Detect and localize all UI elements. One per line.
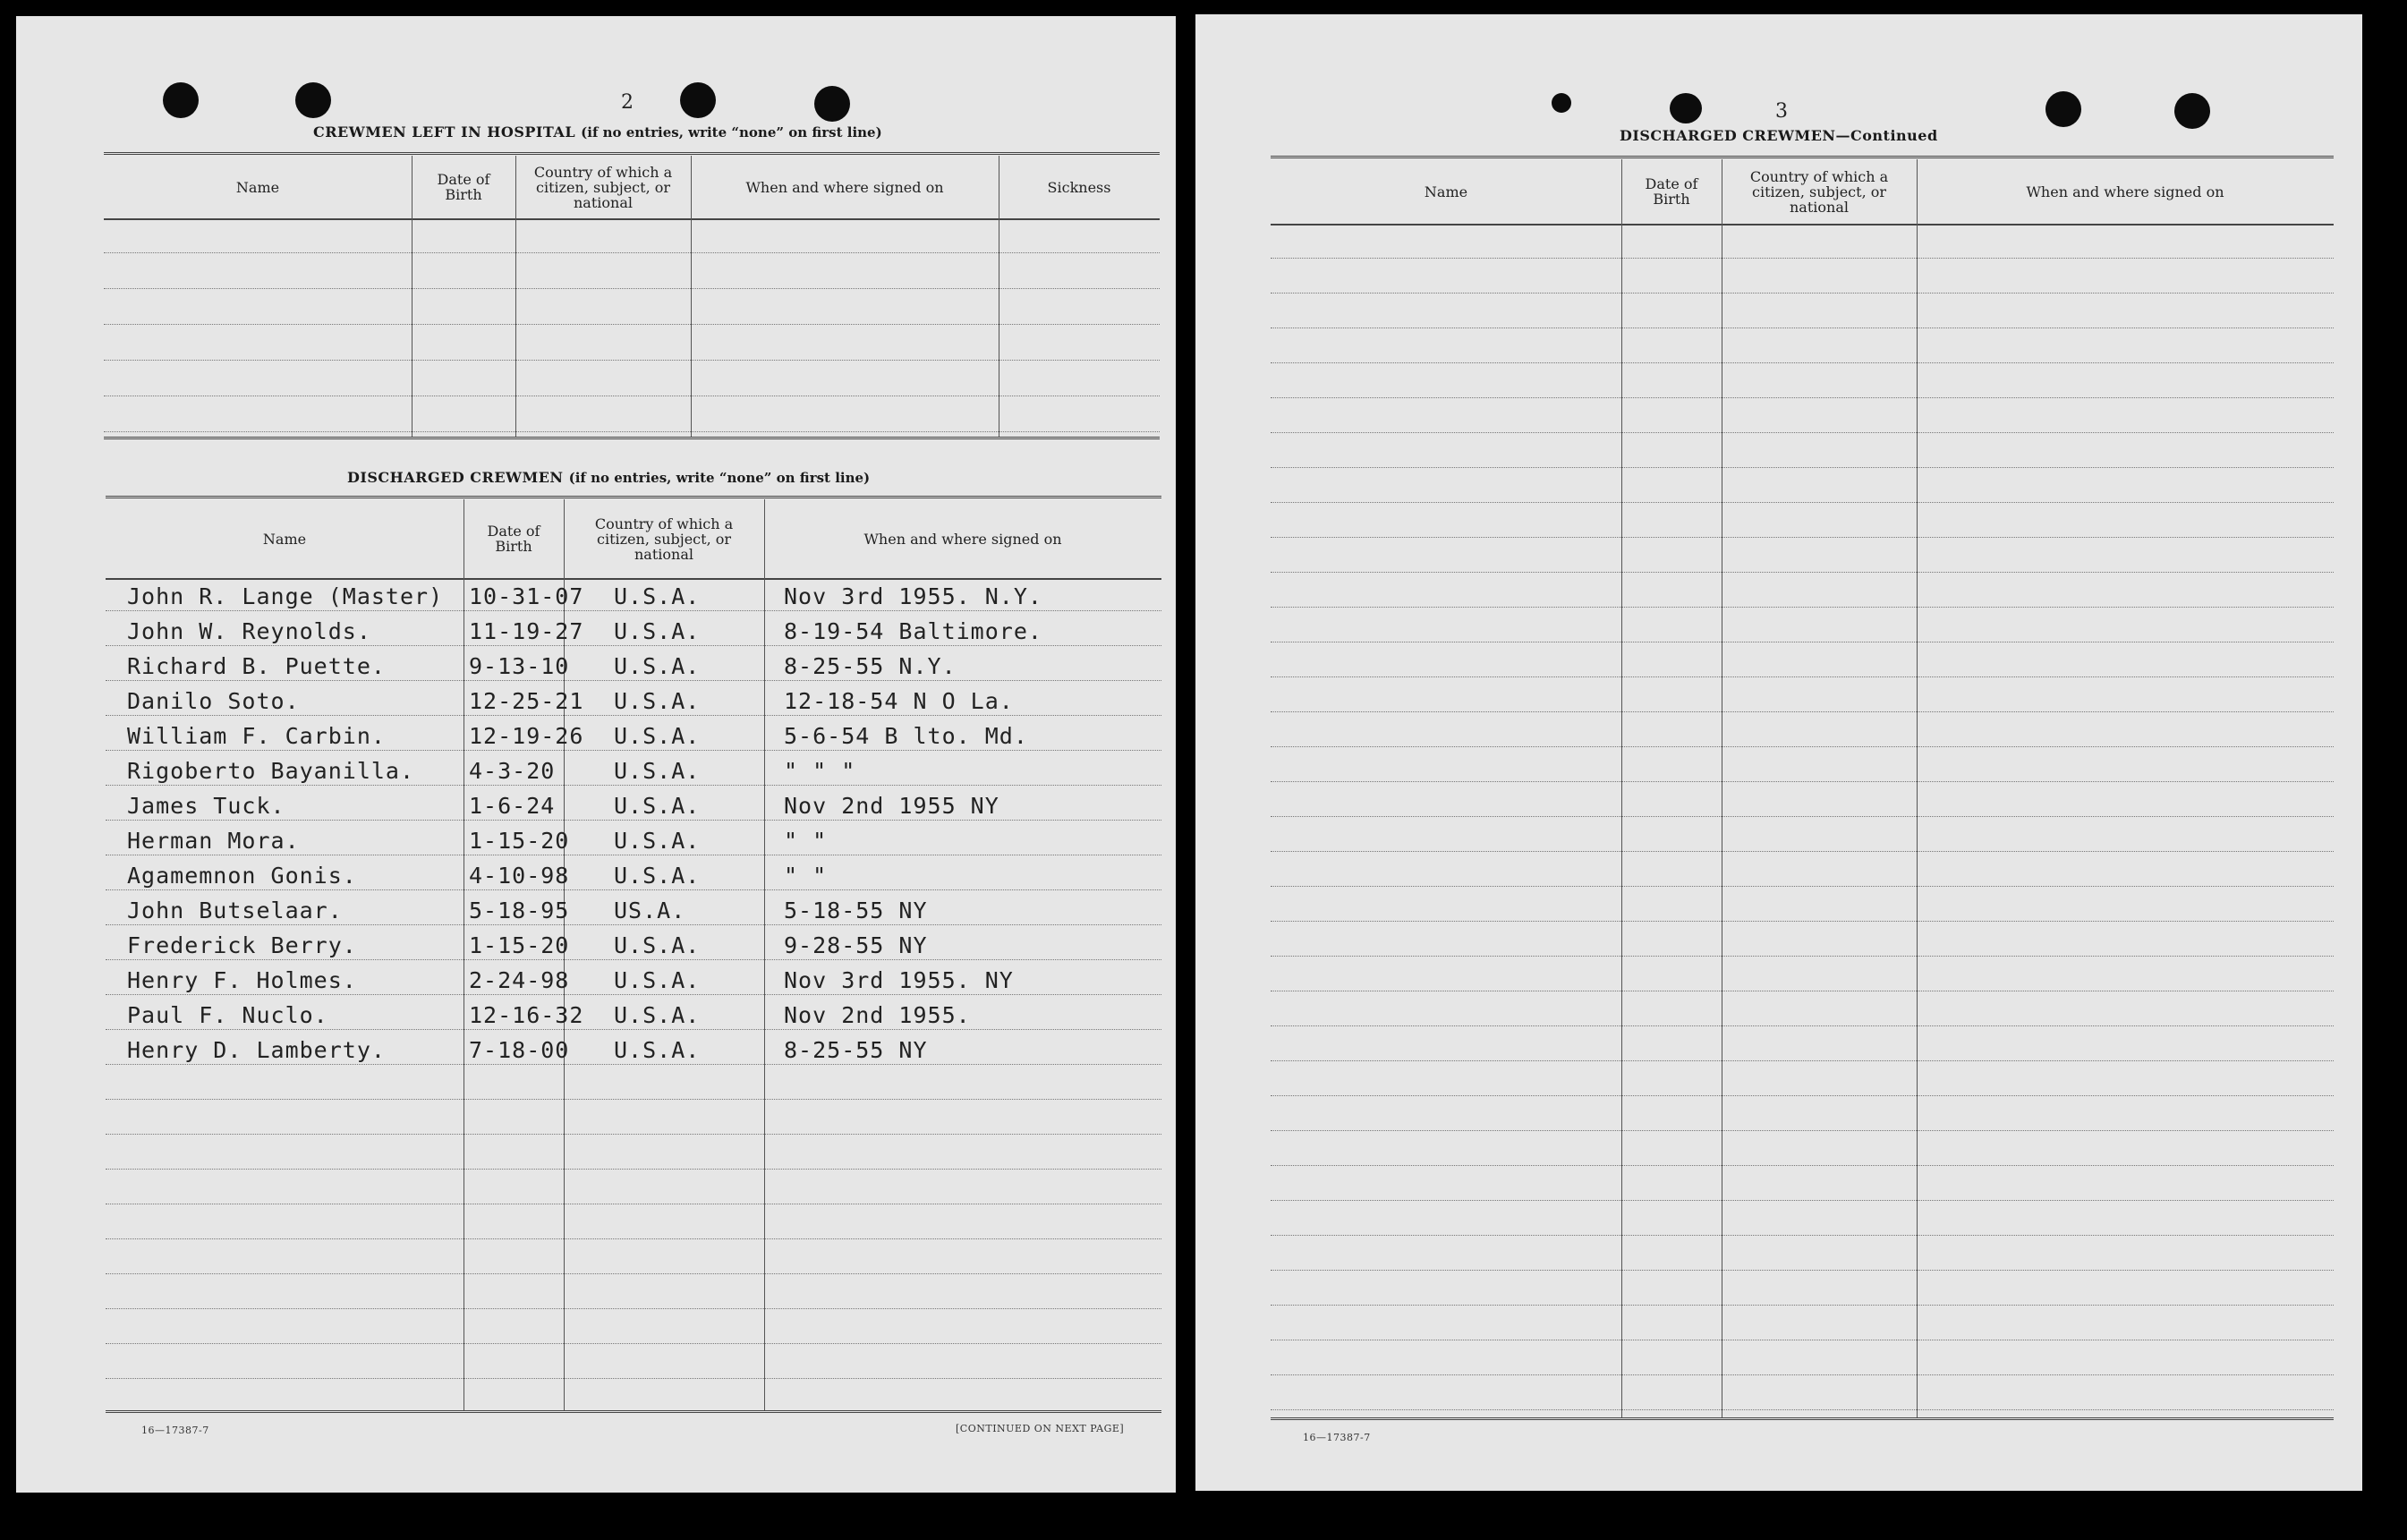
table-row-line	[1271, 572, 2334, 573]
table-row-line	[1271, 676, 2334, 677]
form-number: 16—17387-7	[1303, 1432, 1371, 1443]
table-row-line	[1271, 362, 2334, 363]
table-row-line	[1271, 1374, 2334, 1375]
table-cell-name: Richard B. Puette.	[127, 653, 386, 679]
table-cell-country: U.S.A.	[614, 932, 701, 958]
table-cell-name: James Tuck.	[127, 793, 285, 819]
table-row-line	[106, 1343, 1161, 1344]
table-row-line	[1271, 1235, 2334, 1236]
table-row-line	[1271, 851, 2334, 852]
table-cell-signed-on: Nov 3rd 1955. N.Y.	[784, 583, 1042, 609]
table-cell-country: U.S.A.	[614, 583, 701, 609]
table-header-rule	[104, 218, 1160, 220]
table-row-line	[106, 1099, 1161, 1100]
table-row-line	[106, 1029, 1161, 1030]
table-row-line	[1271, 1165, 2334, 1166]
table-cell-country: U.S.A.	[614, 653, 701, 679]
table-cell-signed-on: Nov 3rd 1955. NY	[784, 967, 1014, 993]
table-row-line	[1271, 816, 2334, 817]
table-cell-name: Danilo Soto.	[127, 688, 300, 714]
table-row-line	[1271, 432, 2334, 433]
table-header-rule	[106, 578, 1161, 580]
table-bottom-rule	[104, 437, 1160, 441]
table-cell-signed-on: 8-25-55 NY	[784, 1037, 928, 1063]
column-header: Name	[262, 530, 307, 548]
table-row-line	[104, 252, 1160, 253]
table-row-line	[104, 360, 1160, 361]
punch-hole	[814, 86, 850, 122]
table-cell-name: Henry D. Lamberty.	[127, 1037, 386, 1063]
table-cell-name: Rigoberto Bayanilla.	[127, 758, 415, 784]
column-header: When and where signed on	[2026, 183, 2224, 200]
table-row-line	[1271, 781, 2334, 782]
table-cell-country: US.A.	[614, 898, 686, 923]
table-row-line	[1271, 1025, 2334, 1026]
table-row-line	[106, 924, 1161, 925]
table-row-line	[106, 994, 1161, 995]
punch-hole	[2046, 91, 2081, 127]
discharged-section-title	[347, 469, 870, 486]
continued-section-title: DISCHARGED CREWMEN—Continued	[1620, 127, 1938, 144]
table-row-line	[1271, 886, 2334, 887]
table-row-line	[106, 715, 1161, 716]
table-cell-name: Henry F. Holmes.	[127, 967, 357, 993]
table-row-line	[104, 288, 1160, 289]
table-cell-country: U.S.A.	[614, 1002, 701, 1028]
form-number: 16—17387-7	[141, 1425, 209, 1436]
table-row-line	[1271, 956, 2334, 957]
table-row-line	[1271, 1095, 2334, 1096]
table-bottom-rule	[106, 1410, 1161, 1415]
table-row-line	[106, 1308, 1161, 1309]
table-cell-signed-on: 5-18-55 NY	[784, 898, 928, 923]
hospital-instruction: (if no entries, write “none” on first line)	[581, 124, 882, 140]
column-header: Date of Birth	[1645, 175, 1698, 208]
table-cell-country: U.S.A.	[614, 688, 701, 714]
table-cell-name: John W. Reynolds.	[127, 618, 371, 644]
table-cell-country: U.S.A.	[614, 793, 701, 819]
column-header: Sickness	[1047, 178, 1111, 196]
table-row-line	[1271, 711, 2334, 712]
table-cell-name: John Butselaar.	[127, 898, 343, 923]
right-page	[1195, 14, 2362, 1491]
table-row-line	[1271, 293, 2334, 294]
table-cell-name: John R. Lange (Master)	[127, 583, 444, 609]
table-bottom-rule	[1271, 1417, 2334, 1422]
table-cell-dob: 1-15-20	[469, 932, 570, 958]
table-row-line	[1271, 537, 2334, 538]
table-column-divider	[1917, 159, 1918, 1417]
hospital-section-title	[313, 123, 882, 140]
table-row-line	[106, 1238, 1161, 1239]
table-cell-signed-on: 8-19-54 Baltimore.	[784, 618, 1042, 644]
punch-hole	[680, 82, 716, 118]
table-row-line	[106, 1378, 1161, 1379]
table-cell-country: U.S.A.	[614, 618, 701, 644]
table-row-line	[1271, 1270, 2334, 1271]
table-row-line	[1271, 607, 2334, 608]
table-cell-name: Herman Mora.	[127, 828, 300, 854]
punch-hole	[295, 82, 331, 118]
table-cell-dob: 12-16-32	[469, 1002, 584, 1028]
column-header: When and where signed on	[863, 530, 1062, 548]
continued-note: [CONTINUED ON NEXT PAGE]	[956, 1423, 1125, 1434]
table-column-divider	[1621, 159, 1622, 1417]
table-row-line	[104, 431, 1160, 432]
table-cell-dob: 9-13-10	[469, 653, 570, 679]
table-cell-signed-on: Nov 2nd 1955.	[784, 1002, 971, 1028]
table-row-line	[106, 680, 1161, 681]
column-header: Name	[1424, 183, 1468, 200]
table-cell-dob: 4-10-98	[469, 863, 570, 889]
table-cell-name: Agamemnon Gonis.	[127, 863, 357, 889]
table-cell-dob: 1-6-24	[469, 793, 556, 819]
table-row-line	[106, 1134, 1161, 1135]
table-cell-signed-on: " "	[784, 828, 828, 854]
table-cell-country: U.S.A.	[614, 1037, 701, 1063]
table-row-line	[106, 750, 1161, 751]
table-row-line	[1271, 467, 2334, 468]
table-row-line	[106, 889, 1161, 890]
punch-hole	[163, 82, 199, 118]
table-cell-dob: 2-24-98	[469, 967, 570, 993]
table-cell-dob: 11-19-27	[469, 618, 584, 644]
table-cell-signed-on: " " "	[784, 758, 856, 784]
table-row-line	[1271, 258, 2334, 259]
page-number: 3	[1775, 100, 1788, 123]
table-cell-name: Paul F. Nuclo.	[127, 1002, 328, 1028]
table-cell-signed-on: 12-18-54 N O La.	[784, 688, 1014, 714]
table-row-line	[1271, 921, 2334, 922]
table-row-line	[1271, 1305, 2334, 1306]
table-cell-signed-on: 9-28-55 NY	[784, 932, 928, 958]
punch-hole	[2174, 93, 2210, 129]
table-row-line	[106, 820, 1161, 821]
table-header-rule	[1271, 224, 2334, 225]
table-row-line	[1271, 1130, 2334, 1131]
discharged-instruction: (if no entries, write “none” on first line)	[568, 470, 871, 486]
column-header: Country of which a citizen, subject, or national	[533, 163, 673, 211]
table-cell-dob: 5-18-95	[469, 898, 570, 923]
table-cell-signed-on: 8-25-55 N.Y.	[784, 653, 957, 679]
left-page	[16, 16, 1176, 1493]
table-cell-dob: 12-19-26	[469, 723, 584, 749]
table-row-line	[106, 959, 1161, 960]
punch-hole	[1552, 93, 1571, 113]
discharged-title-text: DISCHARGED CREWMEN	[347, 469, 564, 486]
table-cell-dob: 7-18-00	[469, 1037, 570, 1063]
column-header: Date of Birth	[437, 171, 490, 203]
table-row-line	[1271, 1200, 2334, 1201]
table-row-line	[106, 645, 1161, 646]
table-cell-signed-on: 5-6-54 B lto. Md.	[784, 723, 1028, 749]
table-row-line	[1271, 397, 2334, 398]
table-cell-dob: 1-15-20	[469, 828, 570, 854]
table-cell-country: U.S.A.	[614, 863, 701, 889]
column-header: Name	[235, 178, 280, 196]
table-row-line	[106, 1169, 1161, 1170]
table-cell-country: U.S.A.	[614, 967, 701, 993]
table-cell-dob: 10-31-07	[469, 583, 584, 609]
table-cell-dob: 12-25-21	[469, 688, 584, 714]
table-row-line	[1271, 1060, 2334, 1061]
table-cell-country: U.S.A.	[614, 758, 701, 784]
table-row-line	[1271, 502, 2334, 503]
table-row-line	[104, 324, 1160, 325]
table-cell-country: U.S.A.	[614, 828, 701, 854]
column-header: Country of which a citizen, subject, or national	[594, 515, 734, 563]
table-cell-signed-on: Nov 2nd 1955 NY	[784, 793, 999, 819]
table-row-line	[1271, 1409, 2334, 1410]
page-number: 2	[621, 91, 634, 114]
table-row-line	[106, 785, 1161, 786]
table-cell-name: William F. Carbin.	[127, 723, 386, 749]
table-row-line	[106, 1273, 1161, 1274]
table-cell-dob: 4-3-20	[469, 758, 556, 784]
hospital-title-text: CREWMEN LEFT IN HOSPITAL	[313, 123, 576, 140]
punch-hole	[1670, 93, 1702, 123]
table-row-line	[1271, 746, 2334, 747]
table-row-line	[106, 610, 1161, 611]
column-header: Date of Birth	[487, 523, 540, 555]
table-row-line	[106, 1064, 1161, 1065]
table-cell-signed-on: " "	[784, 863, 828, 889]
table-cell-country: U.S.A.	[614, 723, 701, 749]
column-header: When and where signed on	[745, 178, 944, 196]
column-header: Country of which a citizen, subject, or national	[1749, 167, 1889, 216]
table-cell-name: Frederick Berry.	[127, 932, 357, 958]
